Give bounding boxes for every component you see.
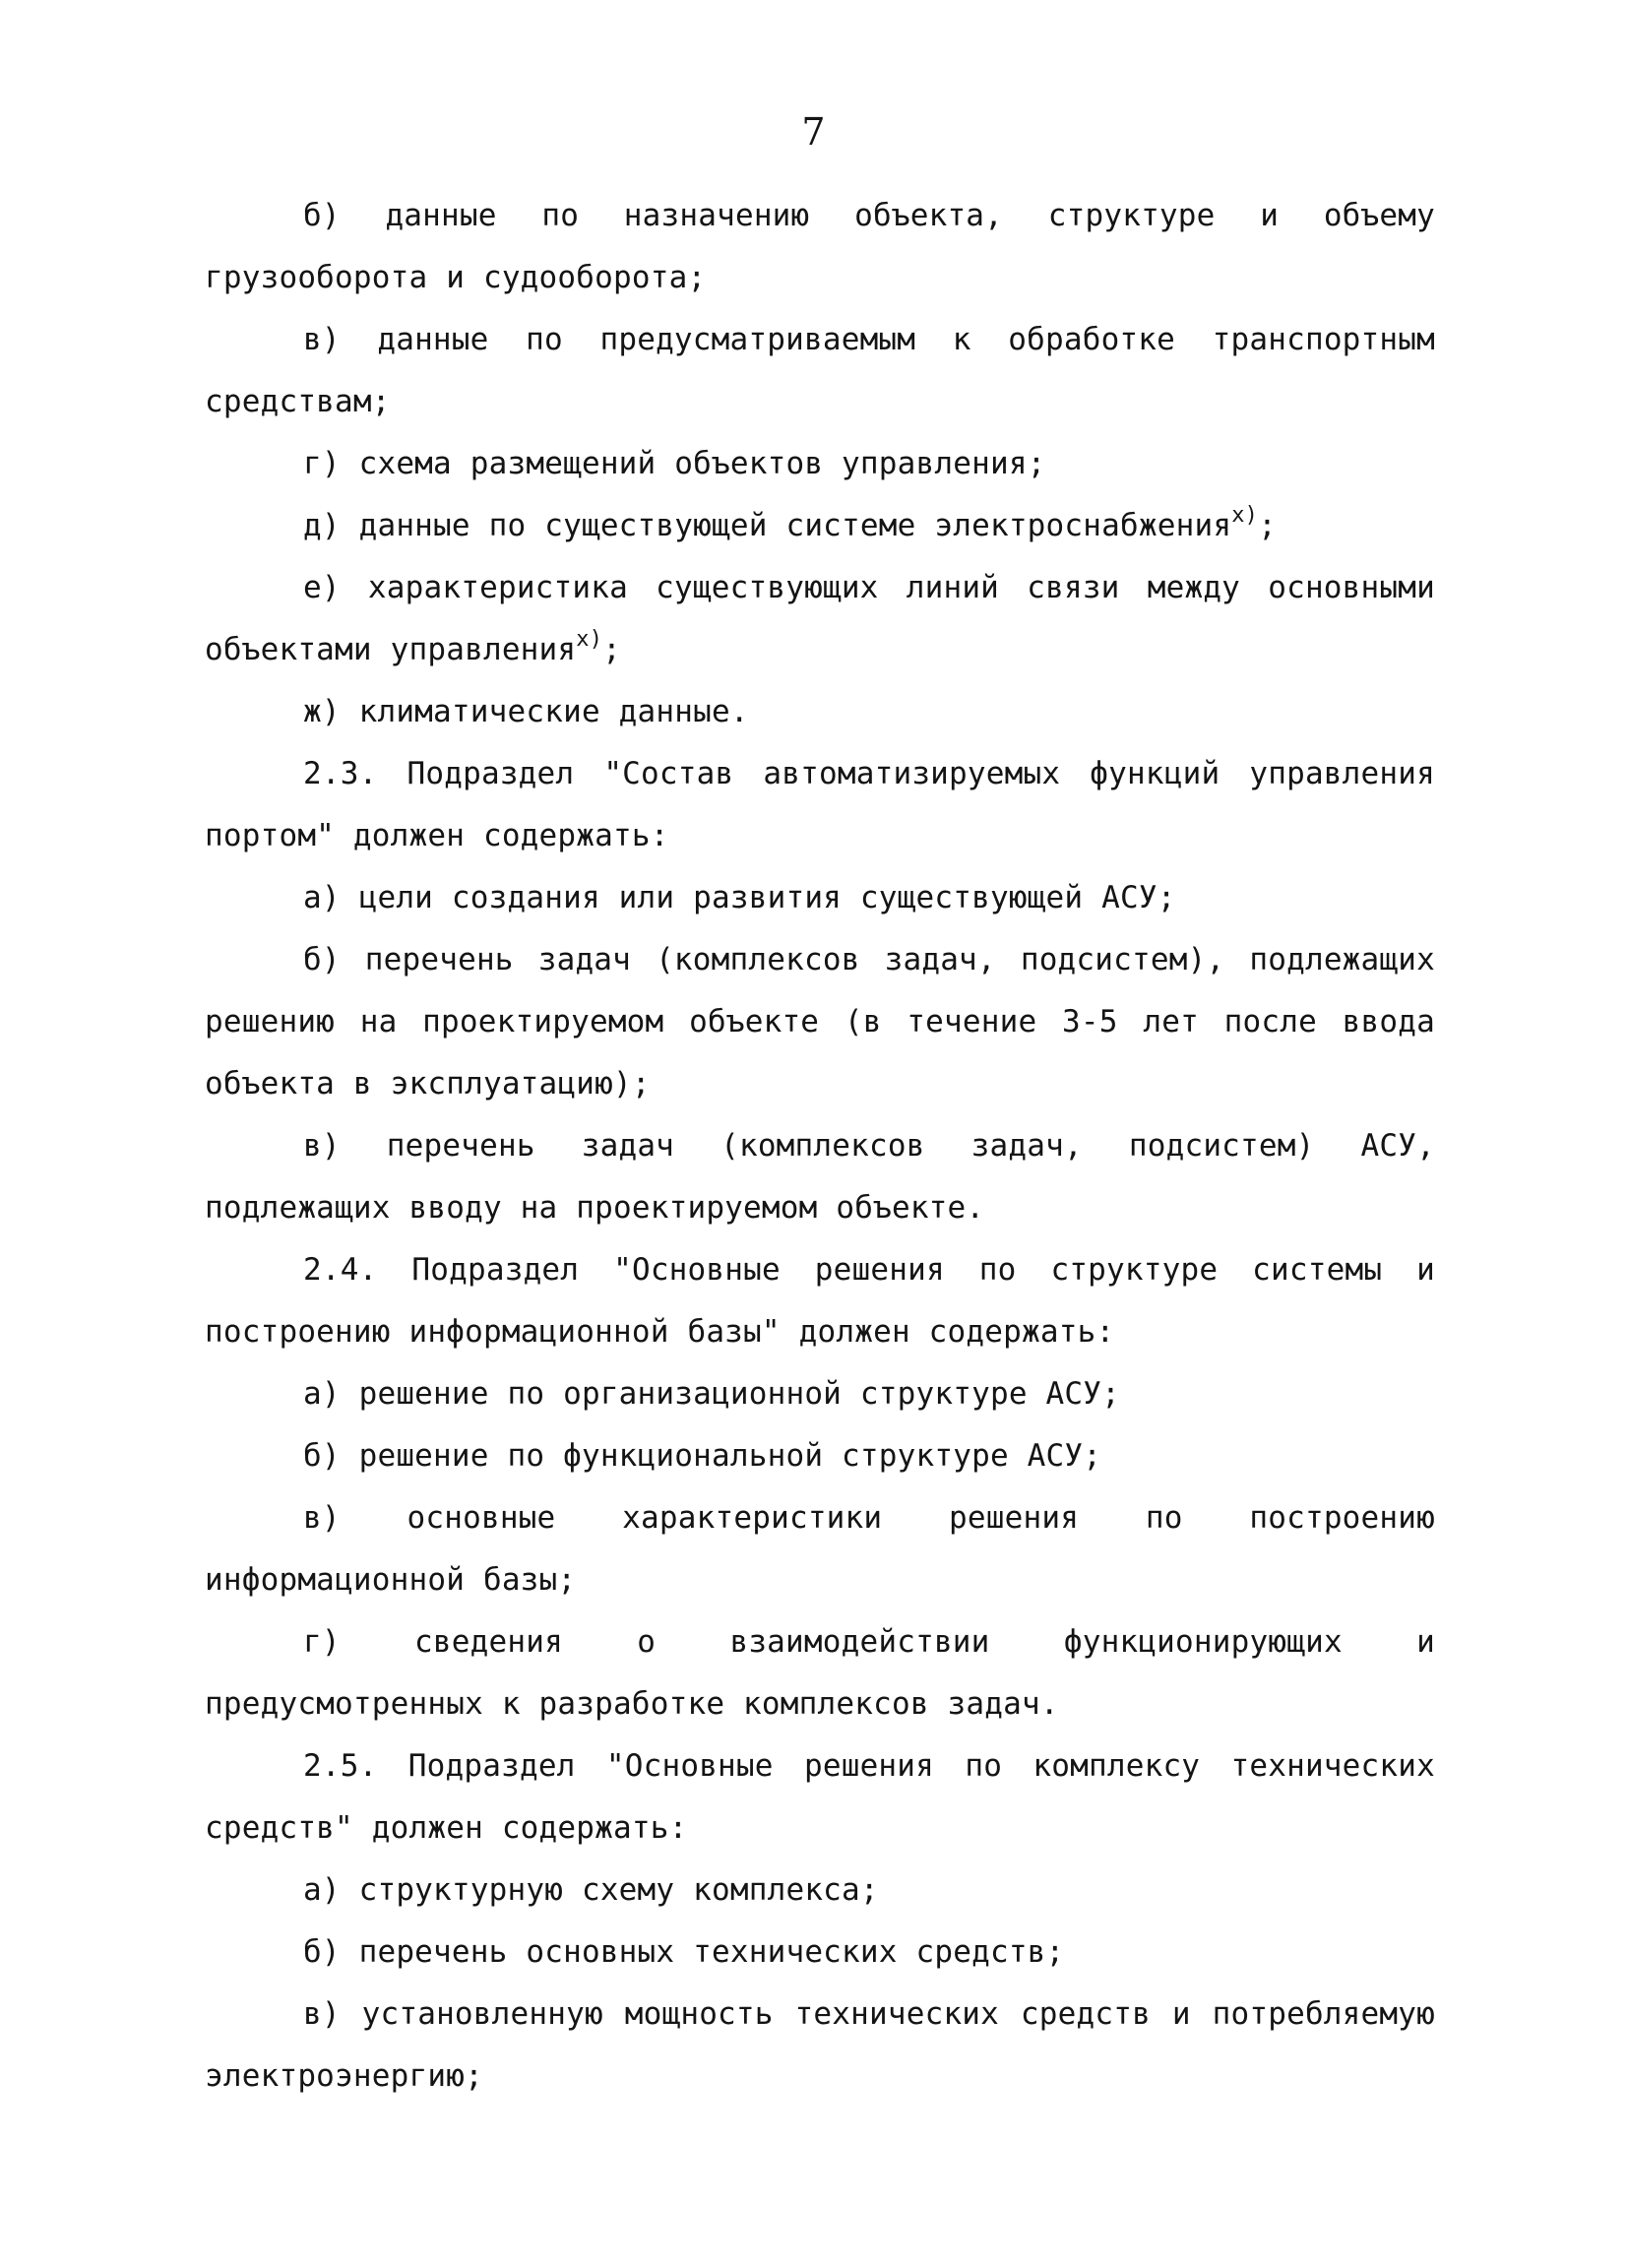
paragraph-tail: ; [602,632,622,667]
paragraph-item-b-tech-means: б) перечень основных технических средств; [303,1934,1065,1970]
document-body [205,185,1435,2108]
paragraph-text: е) характеристика существующих линий связи между основными объектами управления [205,570,1435,667]
paragraph-item-v-info-base: в) основные характеристики решения по построению информационной базы; [205,1500,1435,1598]
paragraph-item-g-placement-scheme: г) схема размещений объектов управления; [303,446,1046,481]
paragraph-item-a-goals: а) цели создания или развития существующей АСУ; [303,880,1176,915]
paragraph-item-v-transport-data: в) данные по предусматриваемым к обработке транспортным средствам; [205,322,1435,419]
footnote-marker: х) [576,627,603,652]
paragraph-item-v-power: в) установленную мощность технических средств и потребляемую электроэнергию; [205,1996,1435,2094]
paragraph-item-a-org-structure: а) решение по организационной структуре АСУ; [303,1376,1120,1412]
paragraph-text: д) данные по существующей системе электроснабжения [303,508,1232,543]
section-2-5-heading: 2.5. Подраздел "Основные решения по комплексу технических средств" должен содержать: [205,1748,1435,1846]
footnote-marker: х) [1231,503,1259,528]
paragraph-item-zh-climate-data: ж) климатические данные. [303,694,749,729]
section-2-3-heading: 2.3. Подраздел "Состав автоматизируемых функций управления портом" должен содержать: [205,756,1435,853]
paragraph-item-d-power-supply [205,495,1435,557]
paragraph-item-b-cargo-data: б) данные по назначению объекта, структуре и объему грузооборота и судооборота; [205,198,1435,295]
page-number: 7 [801,110,826,154]
paragraph-item-v-task-list-asu: в) перечень задач (комплексов задач, подсистем) АСУ, подлежащих вводу на проектируемом объекте. [205,1128,1435,1226]
paragraph-item-b-func-structure: б) решение по функциональной структуре АСУ; [303,1438,1102,1474]
paragraph-item-b-task-list: б) перечень задач (комплексов задач, подсистем), подлежащих решению на проектируемом объекте (в течение 3-5 лет после ввода объекта в эксплуатацию); [205,942,1435,1102]
paragraph-item-a-structural-scheme: а) структурную схему комплекса; [303,1872,879,1908]
paragraph-item-g-interaction: г) сведения о взаимодействии функционирующих и предусмотренных к разработке комплексов задач. [205,1624,1435,1722]
section-2-4-heading: 2.4. Подраздел "Основные решения по структуре системы и построению информационной базы" должен содержать: [205,1252,1435,1350]
paragraph-item-e-communication-lines [205,557,1435,681]
paragraph-tail: ; [1258,508,1277,543]
